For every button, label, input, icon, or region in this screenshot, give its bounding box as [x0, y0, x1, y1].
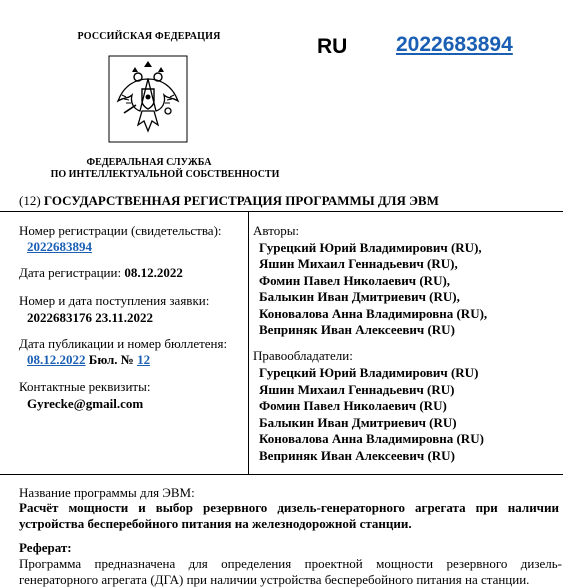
owner-item: Гурецкий Юрий Владимирович (RU) [259, 365, 479, 380]
owner-item: Веприняк Иван Алексеевич (RU) [259, 448, 455, 463]
publication-label: Дата публикации и номер бюллетеня: [19, 336, 228, 351]
abstract-label: Реферат: [19, 540, 72, 555]
reg-date-value: 08.12.2022 [124, 265, 183, 280]
author-item: Балыкин Иван Дмитриевич (RU), [259, 289, 460, 304]
document-heading [19, 193, 439, 209]
author-item: Яшин Михаил Геннадьевич (RU), [259, 256, 458, 271]
contacts-label: Контактные реквизиты: [19, 379, 151, 394]
owner-item: Балыкин Иван Дмитриевич (RU) [259, 415, 457, 430]
abstract-text: Программа предназначена для определения проектной мощности резервного дизель-генераторного агрегата (ДГА) при наличии устройства бесперебойного питания на станции. [19, 556, 562, 587]
agency-name-line1: ФЕДЕРАЛЬНАЯ СЛУЖБА [86, 157, 212, 168]
agency-name-line2: ПО ИНТЕЛЛЕКТУАЛЬНОЙ СОБСТВЕННОСТИ [50, 169, 280, 180]
reg-date-label: Дата регистрации: [19, 265, 122, 280]
publication-date-link[interactable]: 08.12.2022 [27, 352, 86, 367]
contacts-value: Gyrecke@gmail.com [27, 396, 144, 411]
owner-item: Коновалова Анна Владимировна (RU) [259, 431, 484, 446]
column-divider [248, 211, 249, 475]
authors-label: Авторы: [253, 223, 300, 238]
author-item: Фомин Павел Николаевич (RU), [259, 273, 451, 288]
publication-number-link[interactable]: 2022683894 [396, 33, 513, 56]
author-item: Веприняк Иван Алексеевич (RU) [259, 322, 455, 337]
bulletin-label: Бюл. № [88, 352, 134, 367]
owners-label: Правообладатели: [253, 348, 353, 363]
russian-coat-of-arms-icon [108, 55, 188, 143]
country-name: РОССИЙСКАЯ ФЕДЕРАЦИЯ [77, 31, 221, 42]
bulletin-number-link[interactable]: 12 [137, 352, 151, 367]
author-item: Гурецкий Юрий Владимирович (RU), [259, 240, 482, 255]
reg-date-row [19, 265, 183, 281]
kind-title: ГОСУДАРСТВЕННАЯ РЕГИСТРАЦИЯ ПРОГРАММЫ ДЛЯ ЭВМ [43, 193, 439, 208]
owner-item: Яшин Михаил Геннадьевич (RU) [259, 382, 455, 397]
author-item: Коновалова Анна Владимировна (RU), [259, 306, 488, 321]
program-title-label: Название программы для ЭВМ: [19, 485, 195, 500]
publication-row [27, 352, 150, 368]
top-strip [0, 0, 563, 6]
application-label: Номер и дата поступления заявки: [19, 293, 210, 308]
reg-number-link[interactable]: 2022683894 [27, 239, 92, 254]
table-bottom-rule [0, 474, 563, 475]
kind-code: (12) [19, 193, 41, 208]
table-top-rule [0, 211, 563, 212]
owner-item: Фомин Павел Николаевич (RU) [259, 398, 447, 413]
reg-number-label: Номер регистрации (свидетельства): [19, 223, 222, 238]
application-value: 2022683176 23.11.2022 [27, 310, 154, 325]
country-code: RU [317, 35, 348, 58]
program-title-value: Расчёт мощности и выбор резервного дизель-генераторного агрегата при наличии устройства бесперебойного питания на железнодорожной станции. [19, 500, 559, 531]
